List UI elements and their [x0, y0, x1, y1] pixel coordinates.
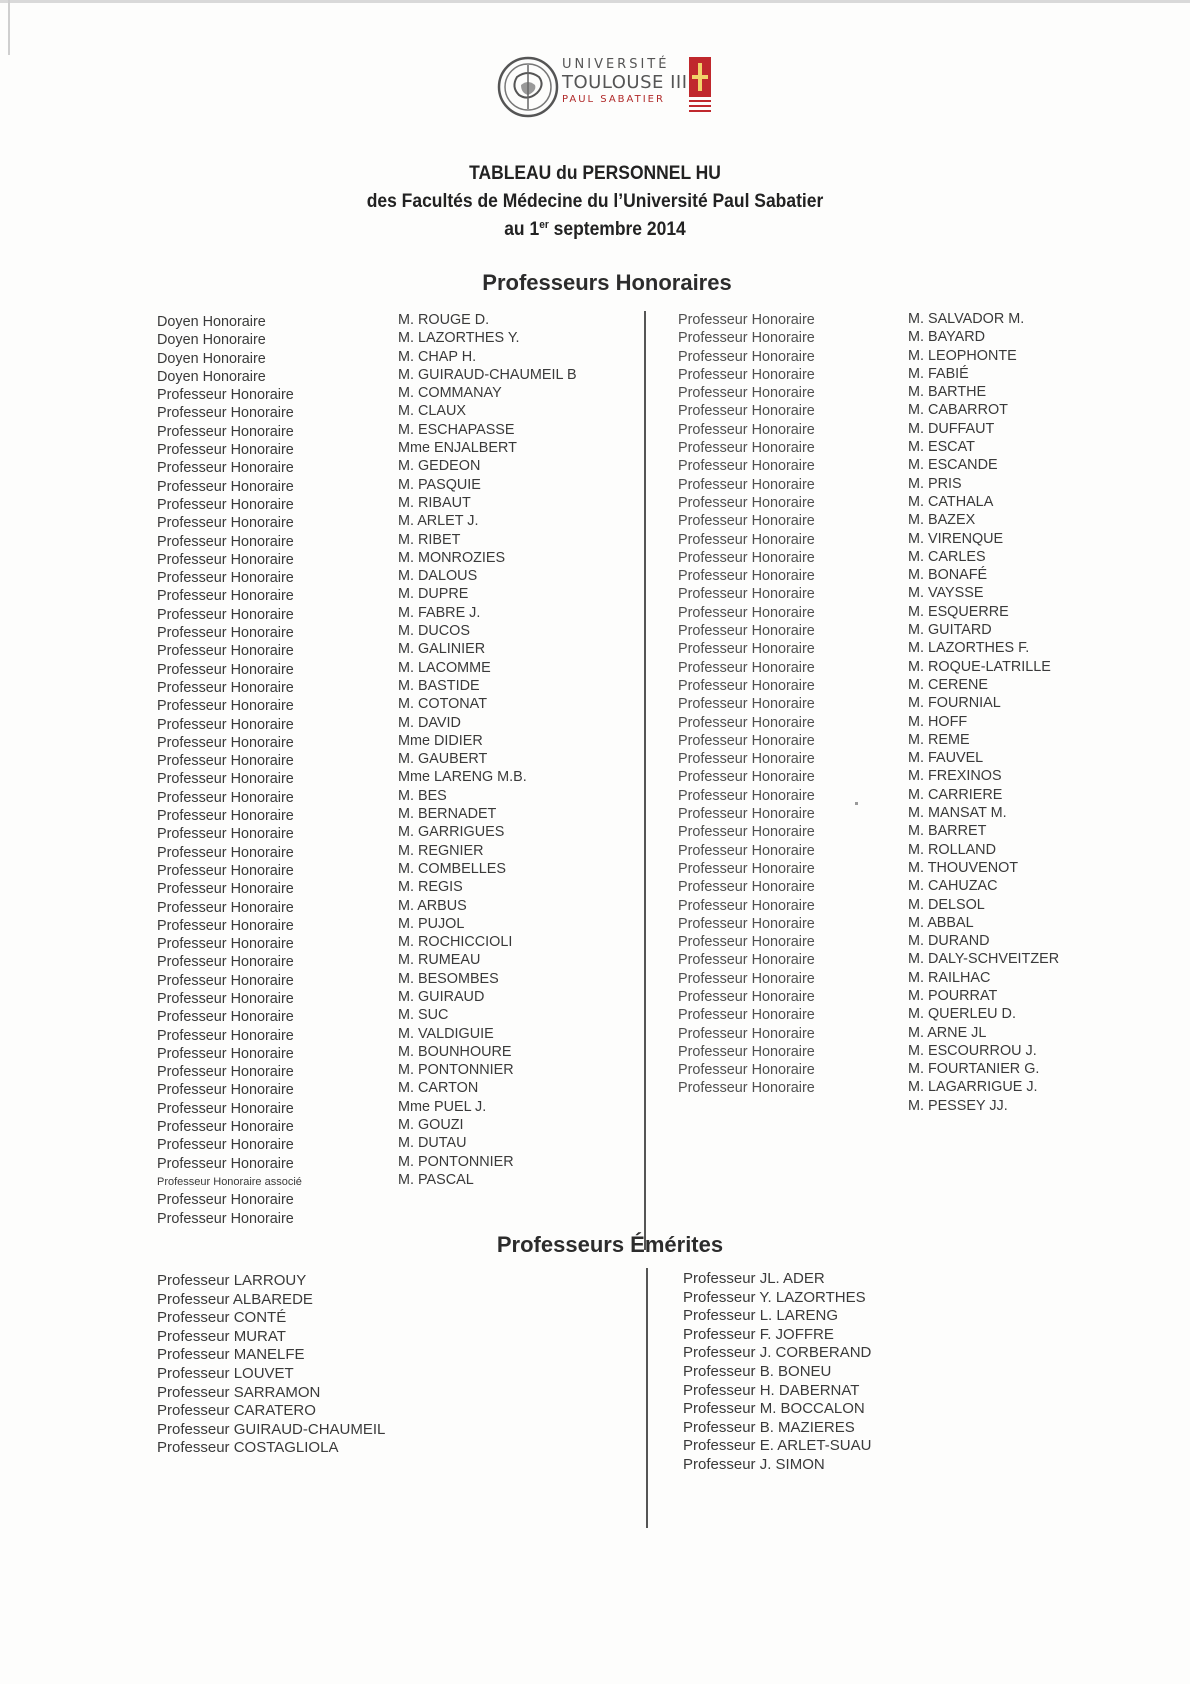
list-item: M. BONAFÉ	[908, 567, 988, 584]
list-item: M. DUCOS	[398, 623, 470, 640]
list-item: Professeur Honoraire	[157, 460, 294, 477]
date-prefix: au 1	[504, 219, 540, 240]
list-item: M. CLAUX	[398, 403, 466, 420]
scan-speck	[855, 802, 858, 805]
list-item: M. PASCAL	[398, 1171, 474, 1188]
list-item: Professeur Honoraire	[157, 478, 294, 495]
list-item: Professeur E. ARLET-SUAU	[683, 1437, 872, 1455]
list-item: M. BARTHE	[908, 384, 987, 401]
list-item: M. GAUBERT	[398, 751, 488, 768]
list-item: Professeur Honoraire	[678, 385, 815, 402]
list-item: M. BAZEX	[908, 512, 976, 529]
date-superscript: er	[539, 219, 549, 231]
list-item: M. GARRIGUES	[398, 824, 505, 841]
list-item: Professeur Honoraire	[678, 1025, 815, 1042]
list-item: M. BESOMBES	[398, 970, 499, 987]
list-item: M. CATHALA	[908, 493, 994, 510]
list-item: Professeur Honoraire	[678, 604, 815, 621]
list-item: Professeur Honoraire	[157, 936, 294, 953]
list-item: Professeur Honoraire	[157, 972, 294, 989]
list-item: Professeur Honoraire	[678, 494, 815, 511]
list-item: Professeur L. LARENG	[683, 1307, 839, 1325]
list-item: M. CERENE	[908, 676, 988, 693]
list-item: Professeur Honoraire	[157, 734, 294, 751]
list-item: Professeur Honoraire	[678, 751, 815, 768]
emerites-left-list	[157, 1272, 385, 1458]
list-item: Professeur Honoraire	[157, 1082, 294, 1099]
list-item: Professeur MANELFE	[157, 1346, 305, 1364]
list-item: M. BARRET	[908, 823, 987, 840]
list-item: Professeur Honoraire	[678, 586, 815, 603]
list-item: M. VIRENQUE	[908, 530, 1004, 547]
list-item: M. RAILHAC	[908, 969, 991, 986]
list-item: Professeur Honoraire	[157, 1155, 294, 1172]
list-item: Professeur JL. ADER	[683, 1270, 825, 1287]
list-item: Professeur Honoraire	[678, 440, 815, 457]
list-item: Professeur Honoraire	[678, 897, 815, 914]
list-item: M. POURRAT	[908, 987, 998, 1004]
list-item: M. SALVADOR M.	[908, 311, 1025, 327]
list-item: M. CAHUZAC	[908, 878, 998, 895]
list-item: Professeur Honoraire	[678, 732, 815, 749]
list-item: M. GOUZI	[398, 1117, 464, 1134]
list-item: Professeur Honoraire	[678, 1080, 815, 1097]
list-item: Professeur Honoraire	[157, 899, 294, 916]
list-item: Professeur LOUVET	[157, 1364, 294, 1382]
column-divider-emerites	[646, 1268, 648, 1528]
list-item: Professeur Honoraire	[678, 806, 815, 823]
list-item: M. REME	[908, 731, 970, 748]
scan-edge-left	[8, 0, 10, 55]
list-item: M. DURAND	[908, 933, 990, 950]
honoraires-right-names	[908, 310, 1059, 1115]
list-item: Mme LARENG M.B.	[398, 769, 527, 786]
list-item: Professeur Honoraire	[678, 421, 815, 438]
list-item: Professeur B. MAZIERES	[683, 1418, 855, 1436]
list-item: Professeur Honoraire	[678, 568, 815, 585]
list-item: M. QUERLEU D.	[908, 1006, 1016, 1023]
list-item: Professeur Honoraire	[678, 787, 815, 804]
list-item: Professeur Honoraire	[678, 330, 815, 347]
occitan-cross-flag-icon	[689, 57, 711, 97]
list-item: Professeur Honoraire	[678, 970, 815, 987]
list-item: M. PRIS	[908, 475, 962, 492]
list-item: Doyen Honoraire	[157, 368, 266, 385]
list-item: M. PONTONNIER	[398, 1153, 514, 1170]
list-item: Professeur Honoraire	[678, 623, 815, 640]
list-item: M. GUITARD	[908, 622, 992, 639]
list-item: Professeur Honoraire	[157, 515, 294, 532]
list-item: Professeur Honoraire	[157, 771, 294, 788]
list-item: Professeur Honoraire	[157, 533, 294, 550]
list-item: M. GUIRAUD-CHAUMEIL B	[398, 366, 577, 383]
list-item: Professeur Honoraire	[678, 641, 815, 658]
list-item: M. ROUGE D.	[398, 312, 490, 328]
list-item: Professeur Honoraire	[678, 842, 815, 859]
list-item: Professeur Honoraire	[157, 881, 294, 898]
list-item: M. DALY-SCHVEITZER	[908, 951, 1060, 968]
list-item: M. CABARROT	[908, 402, 1008, 419]
list-item: M. LAGARRIGUE J.	[908, 1079, 1038, 1096]
page-date	[48, 218, 1143, 242]
list-item: Professeur Honoraire	[678, 458, 815, 475]
list-item: Professeur Honoraire	[157, 1064, 294, 1081]
list-item: M. BAYARD	[908, 329, 986, 346]
list-item: M. ESQUERRE	[908, 603, 1009, 620]
list-item: Professeur Honoraire	[157, 405, 294, 422]
list-item: M. COMBELLES	[398, 860, 506, 877]
list-item: Professeur Honoraire	[157, 679, 294, 696]
list-item: M. REGIS	[398, 879, 463, 896]
list-item: Professeur F. JOFFRE	[683, 1325, 834, 1343]
list-item: M. THOUVENOT	[908, 859, 1019, 876]
list-item: M. RIBAUT	[398, 494, 471, 511]
list-item: Professeur Honoraire	[678, 952, 815, 969]
list-item: M. ESCAT	[908, 439, 975, 456]
list-item: M. LEOPHONTE	[908, 347, 1017, 364]
list-item: Mme ENJALBERT	[398, 440, 517, 457]
list-item: M. VAYSSE	[908, 585, 984, 602]
university-seal-icon	[497, 55, 559, 119]
list-item: Professeur Honoraire	[678, 824, 815, 841]
list-item: M. BOUNHOURE	[398, 1043, 512, 1060]
list-item: Professeur Honoraire	[157, 990, 294, 1007]
list-item: M. FREXINOS	[908, 768, 1002, 785]
list-item: Professeur COSTAGLIOLA	[157, 1439, 339, 1457]
list-item: M. ABBAL	[908, 914, 974, 931]
list-item: Professeur H. DABERNAT	[683, 1381, 860, 1399]
list-item: Professeur Honoraire	[678, 915, 815, 932]
list-item: M. ROCHICCIOLI	[398, 934, 513, 951]
list-item: Professeur Y. LAZORTHES	[683, 1288, 866, 1306]
list-item: Professeur Honoraire	[157, 862, 294, 879]
list-item: M. RIBET	[398, 531, 461, 548]
list-item: M. BASTIDE	[398, 677, 480, 694]
list-item: Professeur Honoraire	[157, 698, 294, 715]
list-item: Professeur Honoraire	[157, 588, 294, 605]
list-item: Professeur Honoraire	[678, 677, 815, 694]
section-heading-emerites: Professeurs Émérites	[496, 1232, 724, 1257]
list-item: Professeur MURAT	[157, 1327, 286, 1345]
list-item: Doyen Honoraire	[157, 332, 266, 349]
list-item: M. VALDIGUIE	[398, 1025, 494, 1042]
list-item: M. FABIÉ	[908, 365, 969, 382]
list-item: Mme PUEL J.	[398, 1098, 487, 1115]
list-item: M. ROQUE-LATRILLE	[908, 658, 1051, 675]
list-item: M. CARLES	[908, 548, 986, 565]
list-item: Professeur Honoraire	[678, 531, 815, 548]
list-item: Professeur Honoraire	[157, 496, 294, 513]
list-item: Professeur Honoraire	[157, 551, 294, 568]
list-item: Professeur Honoraire	[678, 1043, 815, 1060]
list-item: M. DELSOL	[908, 896, 985, 913]
list-item: Professeur Honoraire	[157, 570, 294, 587]
list-item: Doyen Honoraire	[157, 314, 266, 330]
list-item: Professeur Honoraire	[157, 1210, 294, 1227]
list-item: M. HOFF	[908, 713, 968, 730]
list-item: Professeur Honoraire	[157, 1137, 294, 1154]
list-item: Professeur Honoraire	[157, 808, 294, 825]
list-item: Professeur Honoraire	[678, 769, 815, 786]
list-item: M. DUPRE	[398, 586, 469, 603]
list-item: Professeur B. BONEU	[683, 1362, 832, 1380]
list-item: M. ARLET J.	[398, 513, 479, 530]
list-item: M. BES	[398, 787, 447, 804]
list-item: Professeur Honoraire	[157, 917, 294, 934]
list-item: Professeur Honoraire	[157, 826, 294, 843]
list-item: M. CHAP H.	[398, 348, 477, 365]
list-item: M. LACOMME	[398, 659, 491, 676]
list-item: M. CARTON	[398, 1080, 479, 1097]
list-item: Professeur Honoraire	[678, 988, 815, 1005]
list-item: Professeur J. CORBERAND	[683, 1344, 872, 1362]
list-item: M. FABRE J.	[398, 604, 481, 621]
list-item: Professeur Honoraire	[678, 934, 815, 951]
list-item: Professeur Honoraire	[157, 954, 294, 971]
scan-edge-top	[0, 0, 1190, 3]
list-item: Professeur Honoraire	[678, 549, 815, 566]
emerites-right-list	[683, 1270, 871, 1475]
logo-line-toulouse: TOULOUSE III	[562, 72, 688, 93]
list-item: Professeur Honoraire	[157, 1027, 294, 1044]
date-suffix: septembre 2014	[548, 219, 686, 240]
list-item: Professeur Honoraire	[157, 1192, 294, 1209]
column-divider	[644, 311, 646, 1250]
list-item: Professeur Honoraire	[157, 1100, 294, 1117]
list-item: M. COTONAT	[398, 696, 488, 713]
list-item: Professeur LARROUY	[157, 1272, 307, 1289]
list-item: M. PONTONNIER	[398, 1062, 514, 1079]
list-item: M. ESCHAPASSE	[398, 421, 515, 438]
list-item: Professeur Honoraire	[678, 403, 815, 420]
list-item: Professeur SARRAMON	[157, 1383, 321, 1401]
list-item: M. DAVID	[398, 714, 461, 731]
list-item: Professeur Honoraire	[157, 1009, 294, 1026]
list-item: Professeur Honoraire	[157, 625, 294, 642]
list-item: M. BERNADET	[398, 806, 497, 823]
university-logo	[497, 51, 722, 125]
list-item: Professeur ALBAREDE	[157, 1290, 313, 1308]
list-item: M. ROLLAND	[908, 841, 996, 858]
list-item: Professeur Honoraire	[157, 387, 294, 404]
list-item: Professeur J. SIMON	[683, 1455, 825, 1473]
page-title: TABLEAU du PERSONNEL HU	[469, 163, 721, 184]
list-item: M. DUFFAUT	[908, 420, 995, 437]
list-item: M. DUTAU	[398, 1135, 467, 1152]
list-item: Professeur Honoraire	[678, 659, 815, 676]
honoraires-right-titles	[678, 311, 815, 1098]
list-item: Professeur Honoraire	[678, 513, 815, 530]
honoraires-left-titles	[157, 313, 302, 1228]
list-item: Professeur Honoraire	[157, 789, 294, 806]
list-item: Professeur Honoraire	[157, 606, 294, 623]
list-item: M. GUIRAUD	[398, 988, 485, 1005]
list-item: Professeur M. BOCCALON	[683, 1400, 865, 1418]
list-item: M. FOURTANIER G.	[908, 1061, 1040, 1078]
section-heading-honoraires: Professeurs Honoraires	[482, 270, 732, 295]
list-item: Professeur Honoraire	[678, 366, 815, 383]
list-item: Professeur Honoraire	[157, 753, 294, 770]
logo-small-stripes	[689, 99, 711, 113]
list-item: Professeur Honoraire	[157, 643, 294, 660]
list-item: M. REGNIER	[398, 842, 484, 859]
list-item: Professeur Honoraire	[678, 312, 815, 328]
list-item: Professeur CONTÉ	[157, 1309, 287, 1327]
list-item: Professeur Honoraire	[678, 348, 815, 365]
list-item: M. PUJOL	[398, 915, 465, 932]
list-item: Professeur Honoraire	[157, 442, 294, 459]
list-item: M. ESCANDE	[908, 457, 998, 474]
list-item: Professeur Honoraire	[678, 860, 815, 877]
list-item: M. COMMANAY	[398, 385, 502, 402]
list-item: M. ESCOURROU J.	[908, 1042, 1037, 1059]
page-subtitle: des Facultés de Médecine du l’Université Paul Sabatier	[366, 191, 824, 212]
list-item: M. DALOUS	[398, 568, 478, 585]
list-item: M. LAZORTHES Y.	[398, 330, 520, 347]
list-item: Professeur GUIRAUD-CHAUMEIL	[157, 1420, 386, 1438]
list-item: M. MONROZIES	[398, 549, 506, 566]
logo-line-universite: UNIVERSITÉ	[562, 57, 670, 72]
list-item: Mme DIDIER	[398, 732, 483, 749]
list-item: M. GEDEON	[398, 458, 481, 475]
list-item: M. ARNE JL	[908, 1024, 987, 1041]
list-item: M. CARRIERE	[908, 786, 1003, 803]
list-item: Professeur Honoraire	[157, 716, 294, 733]
list-item: M. PESSEY JJ.	[908, 1097, 1008, 1114]
list-item: Professeur Honoraire	[157, 844, 294, 861]
list-item: M. FAUVEL	[908, 750, 984, 767]
list-item: Professeur Honoraire	[678, 1062, 815, 1079]
list-item: Professeur Honoraire	[678, 879, 815, 896]
list-item: Professeur Honoraire	[678, 696, 815, 713]
list-item: M. SUC	[398, 1007, 449, 1024]
honoraires-left-names	[398, 311, 577, 1189]
list-item: M. RUMEAU	[398, 952, 481, 969]
list-item: Professeur Honoraire	[678, 714, 815, 731]
list-item: Professeur Honoraire	[678, 476, 815, 493]
list-item: Professeur Honoraire	[157, 1045, 294, 1062]
list-item: Professeur Honoraire associé	[157, 1175, 302, 1188]
list-item: Professeur Honoraire	[157, 1119, 294, 1136]
list-item: M. GALINIER	[398, 641, 486, 658]
list-item: M. LAZORTHES F.	[908, 640, 1030, 657]
list-item: M. ARBUS	[398, 897, 467, 914]
list-item: Professeur Honoraire	[157, 423, 294, 440]
list-item: Doyen Honoraire	[157, 350, 266, 367]
list-item: M. MANSAT M.	[908, 805, 1007, 822]
list-item: Professeur CARATERO	[157, 1402, 316, 1420]
list-item: Professeur Honoraire	[678, 1007, 815, 1024]
logo-line-paul-sabatier: PAUL SABATIER	[562, 94, 665, 105]
list-item: M. FOURNIAL	[908, 695, 1001, 712]
list-item: M. PASQUIE	[398, 476, 481, 493]
list-item: Professeur Honoraire	[157, 661, 294, 678]
